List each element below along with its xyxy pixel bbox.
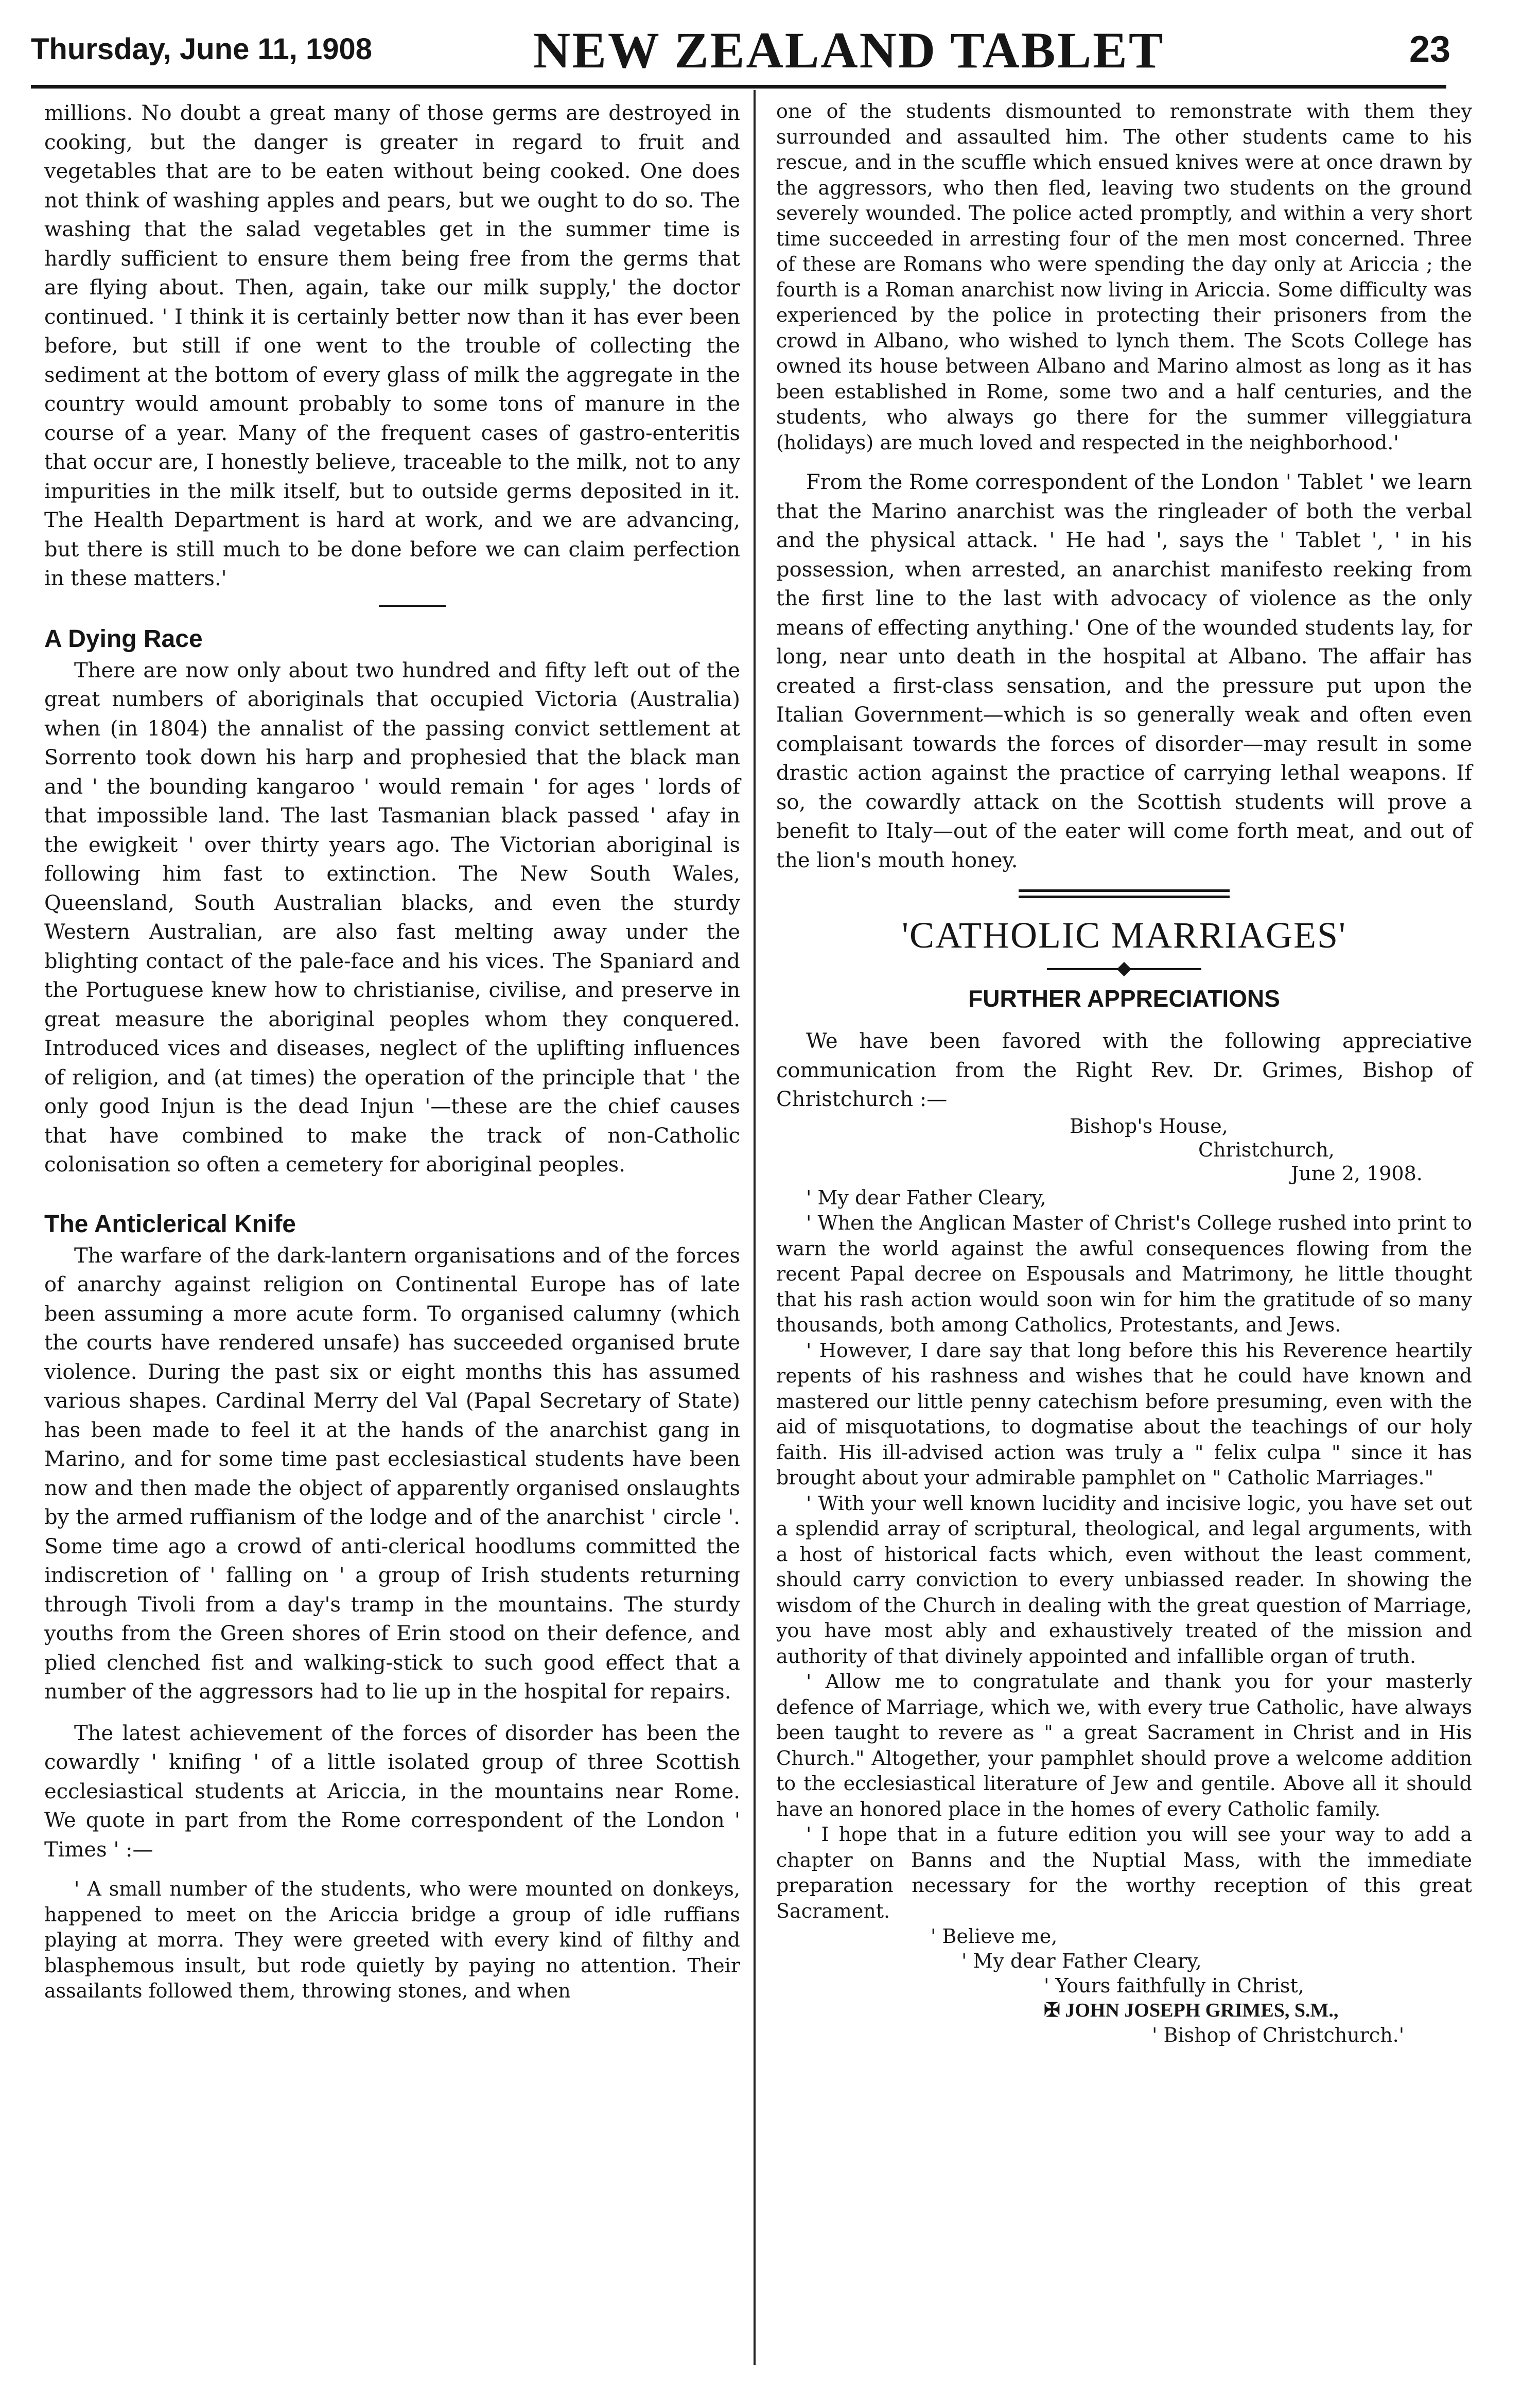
section-banner-rules: [776, 889, 1472, 898]
letter-paragraph: ' When the Anglican Master of Christ's College rushed into print to warn the world against the awful consequences flowing from the recent Papal decree on Espousals and Matrimony, he little thought that his rash action would soon win for him the gratitude of so many thousands, both among Catholics, Protestants, and Jews.: [776, 1212, 1472, 1336]
publication-title: NEW ZEALAND TABLET: [533, 22, 1165, 79]
issue-date: Thursday, June 11, 1908: [31, 32, 373, 66]
signatory-title: ' Bishop of Christchurch.': [1152, 2024, 1405, 2046]
section-heading-dying-race: A Dying Race: [44, 625, 203, 653]
letter-paragraph: ' However, I dare say that long before this his Reverence heartily repents of his rashness and wishes that he could have known and mastered our little penny catechism before presuming, even with the aid of misquotations, to dogmatise about the teachings of our holy faith. His ill-advised action was truly a " felix culpa " since it has brought about your admirable pamphlet on " Catholic Marriages.": [776, 1339, 1472, 1489]
article-paragraph: The warfare of the dark-lantern organisations and of the forces of anarchy against religion on Continental Europe has of late been assuming a more acute form. To organised calumny (which the courts have rendered unsafe) has succeeded organised brute violence. During the past six or eight months this has assumed various shapes. Cardinal Merry del Val (Papal Secretary of State) has been made to feel it at the hands of the anarchist gang in Marino, and for some time past ecclesiastical students have been now and then made the object of apparently organised onslaughts by the armed ruffianism of the lodge and of the anarchist ' circle '. Some time ago a crowd of anti-clerical hoodlums committed the indiscretion of ' falling on ' a group of Irish students returning through Tivoli from a day's tramp in the mountains. The sturdy youths from the Green shores of Erin stood on their defence, and plied clenched fist and walking-stick to such good effect that a number of the aggressors had to lie up in the hospital for repairs.: [44, 1243, 740, 1704]
section-subtitle: FURTHER APPRECIATIONS: [968, 985, 1280, 1012]
column-divider: [754, 90, 756, 2365]
signoff-line: ' Believe me,: [931, 1925, 1058, 1948]
signatory-name-text: JOHN JOSEPH GRIMES, S.M.,: [1065, 2000, 1339, 2021]
diamond-rule: [1047, 964, 1201, 974]
letter-date: June 2, 1908.: [1291, 1162, 1423, 1185]
letter-paragraph: ' I hope that in a future edition you will see your way to add a chapter on Banns and the Nuptial Mass, with the immediate preparation necessary for the worthy reception of this great Sacrament.: [776, 1823, 1472, 1922]
header-rule: [31, 85, 1446, 89]
article-continuation: millions. No doubt a great many of those germs are destroyed in cooking, but the danger is greater in regard to fruit and vegetables that are to be eaten without being cooked. One does not think of washing apples and pears, but we ought to do so. The washing that the salad vegetables get in the summer time is hardly sufficient to ensure them being free from the germs that are flying about. Then, again, take our milk supply,' the doctor continued. ' I think it is certainly better now than it has ever been before, but still if one went to the trouble of collecting the sediment at the bottom of every glass of milk the aggregate in the country would amount probably to some tons of manure in the course of a year. Many of the frequent cases of gastro-enteritis that occur are, I honestly believe, traceable to the milk, not to any impurities in the milk itself, but to outside germs deposited in it. The Health Department is hard at work, and we are advancing, but there is still much to be done before we can claim perfection in these matters.': [44, 101, 740, 590]
right-column: [776, 99, 1472, 2047]
letter-salutation: ' My dear Father Cleary,: [806, 1186, 1046, 1209]
section-title: 'CATHOLIC MARRIAGES': [902, 915, 1346, 956]
article-paragraph: From the Rome correspondent of the London ' Tablet ' we learn that the Marino anarchist was the ringleader of both the verbal and the physical attack. ' He had ', says the ' Tablet ', ' in his possession, when arrested, an anarchist manifesto reeking from the first line to the last with advocacy of violence as the only means of effecting anything.' One of the wounded students lay, for long, near unto death in the hospital at Albano. The affair has created a first-class sensation, and the pressure put upon the Italian Government—which is so generally weak and often even complaisant towards the forces of disorder—may result in some drastic action against the practice of carrying lethal weapons. If so, the cowardly attack on the Scottish students will prove a benefit to Italy—out of the eater will come forth meat, and out of the lion's mouth honey.: [776, 470, 1472, 872]
signoff-line: ' My dear Father Cleary,: [961, 1950, 1202, 1972]
signoff-line: ' Yours faithfully in Christ,: [1044, 1974, 1304, 1997]
letter-paragraph: ' With your well known lucidity and incisive logic, you have set out a splendid array of scriptural, theological, and legal arguments, with a host of historical facts which, even without the least comment, should carry conviction to every unbiassed reader. In showing the wisdom of the Church in dealing with the great question of Marriage, you have most ably and exhaustively treated of the mission and authority of that divinely appointed and infallible organ of truth.: [776, 1492, 1472, 1668]
left-column: [44, 99, 740, 2004]
letter-paragraph: ' Allow me to congratulate and thank you for your masterly defence of Marriage, which we, with every true Catholic, have always been taught to revere as " a great Sacrament in Christ and in His Church." Altogether, your pamphlet should prove a welcome addition to the ecclesiastical literature of Jew and gentile. Above all it should have an honored place in the homes of every Catholic family.: [776, 1670, 1472, 1820]
page-number: 23: [1409, 29, 1451, 70]
block-quote: ' A small number of the students, who were mounted on donkeys, happened to meet on the Ariccia bridge a group of idle ruffians playing at morra. They were greeted with every kind of filthy and blasphemous insult, but rode quietly by paying no attention. Their assailants followed them, throwing stones, and when: [44, 1878, 740, 2002]
letter-intro: We have been favored with the following appreciative communication from the Right Rev. Dr. Grimes, Bishop of Christchurch :—: [776, 1029, 1472, 1111]
letter-address-line: Christchurch,: [1198, 1138, 1335, 1161]
article-paragraph: There are now only about two hundred and fifty left out of the great numbers of aboriginals that occupied Victoria (Australia) when (in 1804) the annalist of the passing convict settlement at Sorrento took down his harp and prophesied that the black man and ' the bounding kangaroo ' would remain ' for ages ' lords of that impossible land. The last Tasmanian black passed ' afay in the ewigkeit ' over thirty years ago. The Victorian aboriginal is following him fast to extinction. The New South Wales, Queensland, South Australian blacks, and even the sturdy Western Australian, are also fast melting away under the blighting contact of the pale-face and his vices. The Spaniard and the Portuguese knew how to christianise, civilise, and preserve in great measure the aboriginal peoples whom they conquered. Introduced vices and diseases, neglect of the uplifting influences of religion, and (at times) the operation of the principle that ' the only good Injun is the dead Injun '—these are the chief causes that have combined to make the track of non-Catholic colonisation so often a cemetery for aboriginal peoples.: [44, 658, 740, 1177]
article-paragraph: The latest achievement of the forces of disorder has been the cowardly ' knifing ' of a little isolated group of three Scottish ecclesiastical students at Ariccia, in the mountains near Rome. We quote in part from the Rome correspondent of the London ' Times ' :—: [44, 1721, 740, 1862]
signatory-name: [776, 1998, 1472, 2023]
section-heading-anticlerical-knife: The Anticlerical Knife: [44, 1210, 296, 1238]
block-quote-continued: one of the students dismounted to remonstrate with them they surrounded and assaulted him. The other students came to his rescue, and in the scuffle which ensued knives were at once drawn by the aggressors, who then fled, leaving two students on the ground severely wounded. The police acted promptly, and within a very short time succeeded in arresting four of the men most concerned. Three of these are Romans who were spending the day only at Ariccia ; the fourth is a Roman anarchist now living in Ariccia. Some difficulty was experienced by the police in protecting their prisoners from the crowd in Albano, who wished to lynch them. The Scots College has owned its house between Albano and Marino almost as long as it has been established in Rome, some two and a half centuries, and the students, who always go there for the summer villeggiatura (holidays) are much loved and respected in the neighborhood.': [776, 100, 1472, 454]
section-divider: [379, 605, 446, 607]
cross-icon: ✠: [1044, 2000, 1060, 2021]
letter-address-line: Bishop's House,: [1070, 1114, 1228, 1137]
